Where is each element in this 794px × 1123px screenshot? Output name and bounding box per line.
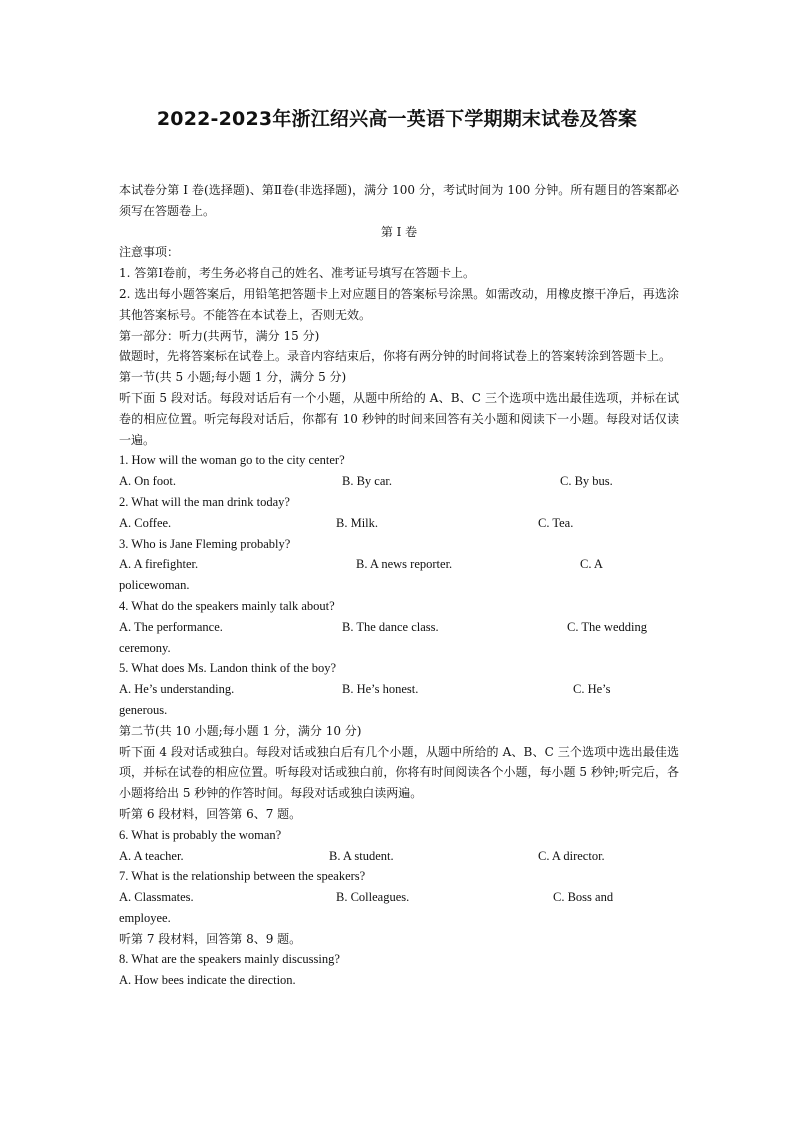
- section2-instructions: 听下面 4 段对话或独白。每段对话或独白后有几个小题，从题中所给的 A、B、C 三个选项中选出最佳选项，并标在试卷的相应位置。听每段对话或独白前，你将有时间阅读各个小题，每小题 5 秒钟;听完后，各小题将给出 5 秒钟的作答时间。每段对话或独白读两遍。: [119, 744, 679, 801]
- option-c-continued: ceremony.: [119, 640, 171, 655]
- option-b: B. Milk.: [336, 515, 379, 530]
- volume-heading: 第 I 卷: [380, 224, 418, 239]
- option-c: C. A director.: [538, 848, 605, 863]
- option-a: A. How bees indicate the direction.: [119, 973, 296, 988]
- option-b: B. By car.: [342, 474, 392, 489]
- option-c-continued: policewoman.: [119, 578, 190, 593]
- option-a: A. A teacher.: [119, 848, 184, 863]
- option-c: C. By bus.: [560, 474, 613, 489]
- option-a: A. A firefighter.: [119, 557, 199, 572]
- question-1-options: [119, 471, 679, 492]
- question-7-options: [119, 887, 679, 908]
- question-1-stem: 1. How will the woman go to the city center?: [119, 453, 345, 468]
- option-c: C. Boss and: [553, 890, 614, 905]
- intro-paragraph: 本试卷分第 I 卷(选择题)、第Ⅱ卷(非选择题)，满分 100 分，考试时间为 100 分钟。所有题目的答案都必须写在答题卷上。: [119, 183, 679, 218]
- option-a: A. The performance.: [119, 619, 223, 634]
- question-2-options: [119, 513, 679, 534]
- question-5-options: [119, 679, 679, 700]
- option-b: B. The dance class.: [342, 619, 439, 634]
- option-b: B. He’s honest.: [342, 682, 419, 697]
- part1-heading: 第一部分：听力(共两节，满分 15 分): [119, 328, 320, 343]
- option-a: A. Coffee.: [119, 515, 172, 530]
- question-7-stem: 7. What is the relationship between the speakers?: [119, 869, 366, 884]
- notice-item-1: 1. 答第Ⅰ卷前，考生务必将自己的姓名、准考证号填写在答题卡上。: [119, 266, 476, 281]
- option-a: A. On foot.: [119, 474, 176, 489]
- section2-heading: 第二节(共 10 小题;每小题 1 分，满分 10 分): [119, 723, 362, 738]
- notice-heading: 注意事项：: [119, 245, 180, 260]
- option-b: B. Colleagues.: [336, 890, 410, 905]
- notice-item-2: 2. 选出每小题答案后，用铅笔把答题卡上对应题目的答案标号涂黑。如需改动，用橡皮擦干净后，再选涂其他答案标号。不能答在本试卷上，否则无效。: [119, 286, 679, 322]
- page-title: 2022-2023年浙江绍兴高一英语下学期期末试卷及答案: [156, 108, 638, 130]
- question-2-stem: 2. What will the man drink today?: [119, 494, 290, 509]
- option-c: C. A: [580, 557, 603, 572]
- option-c-continued: employee.: [119, 910, 171, 925]
- option-c: C. Tea.: [538, 515, 574, 530]
- question-8-stem: 8. What are the speakers mainly discussing?: [119, 952, 340, 967]
- question-4-options: [119, 617, 679, 638]
- option-c: C. The wedding: [567, 619, 647, 634]
- question-4-stem: 4. What do the speakers mainly talk about?: [119, 598, 335, 613]
- question-3-options: [119, 554, 679, 575]
- option-b: B. A news reporter.: [356, 557, 453, 572]
- section1-instructions: 听下面 5 段对话。每段对话后有一个小题，从题中所给的 A、B、C 三个选项中选出最佳选项，并标在试卷的相应位置。听完每段对话后，你都有 10 秒钟的时间来回答有关小题和阅读下一小题。每段对话仅读一遍。: [119, 390, 679, 447]
- option-a: A. He’s understanding.: [119, 682, 235, 697]
- option-c: C. He’s: [573, 682, 611, 697]
- question-3-stem: 3. Who is Jane Fleming probably?: [119, 536, 291, 551]
- part1-instructions: 做题时，先将答案标在试卷上。录音内容结束后，你将有两分钟的时间将试卷上的答案转涂到答题卡上。: [119, 349, 672, 364]
- question-6-stem: 6. What is probably the woman?: [119, 827, 282, 842]
- option-c-continued: generous.: [119, 702, 168, 717]
- option-a: A. Classmates.: [119, 890, 194, 905]
- exam-body: [119, 180, 679, 991]
- question-5-stem: 5. What does Ms. Landon think of the boy?: [119, 661, 337, 676]
- material-6-heading: 听第 6 段材料，回答第 6、7 题。: [119, 806, 302, 821]
- section1-heading: 第一节(共 5 小题;每小题 1 分，满分 5 分): [119, 370, 347, 385]
- material-7-heading: 听第 7 段材料，回答第 8、9 题。: [119, 931, 302, 946]
- option-b: B. A student.: [329, 848, 394, 863]
- question-6-options: [119, 846, 679, 867]
